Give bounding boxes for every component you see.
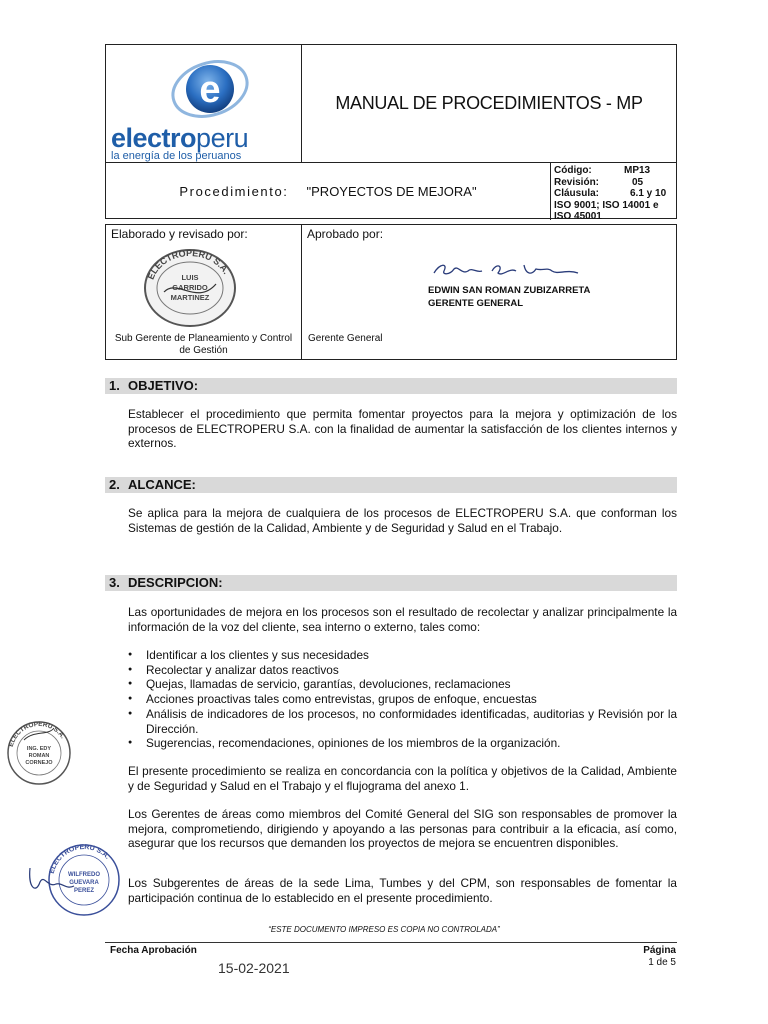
svg-text:e: e — [199, 69, 221, 111]
svg-text:WILFREDO: WILFREDO — [68, 872, 100, 878]
section-heading-descripcion: 3. DESCRIPCION: — [105, 575, 677, 591]
approval-date: 15-02-2021 — [218, 960, 290, 976]
svg-text:GARRIDO: GARRIDO — [172, 283, 208, 292]
revision-row: Revisión: 05 — [554, 176, 644, 188]
section-heading-alcance: 2. ALCANCE: — [105, 477, 677, 493]
handwritten-signature-icon — [432, 259, 582, 281]
approved-role: Gerente General — [308, 333, 383, 344]
svg-text:ROMAN: ROMAN — [28, 753, 50, 759]
svg-text:PEREZ: PEREZ — [73, 888, 95, 894]
list-item: ● Análisis de indicadores de los procesos, no conformidades identificadas, auditorias y Revisión por la Dirección. — [128, 707, 677, 736]
electroperu-logo-icon — [110, 53, 298, 125]
list-item: ● Acciones proactivas tales como entrevistas, grupos de enfoque, encuestas — [128, 692, 677, 707]
document-header — [105, 44, 677, 222]
margin-stamp-1-icon — [4, 718, 74, 788]
signer-title: GERENTE GENERAL — [428, 298, 524, 309]
approved-label: Aprobado por: — [307, 227, 384, 241]
margin-stamp-2-icon — [26, 838, 130, 928]
prepared-label: Elaborado y revisado por: — [111, 227, 248, 241]
prepared-role: Sub Gerente de Planeamiento y Control de Gestión — [114, 333, 293, 356]
iso-line-1: ISO 9001; ISO 14001 e — [554, 199, 659, 211]
document-title: MANUAL DE PROCEDIMIENTOS - MP — [302, 45, 676, 163]
svg-text:MARTINEZ: MARTINEZ — [170, 293, 210, 302]
descripcion-intro: Las oportunidades de mejora en los procesos son el resultado de recolectar y analizar principalmente la información de la voz del cliente, sea interno o externo, tales como: — [128, 605, 677, 634]
gerentes-paragraph: Los Gerentes de áreas como miembros del Comité General del SIG son responsables de promover la mejora, comprometiendo, dirigiendo y apoyando a las personas para contribuir a la eficacia, así como, asegurar que los recursos que demanden los proyectos de mejora se encuentren disponibles. — [128, 807, 677, 851]
prepared-cell — [106, 225, 302, 359]
signer-block — [428, 284, 590, 310]
footer-divider — [105, 942, 677, 943]
subgerentes-paragraph: Los Subgerentes de áreas de la sede Lima, Tumbes y del CPM, son responsables de fomentar la participación continua de lo establecido en el presente procedimiento. — [128, 876, 677, 905]
document-codes — [551, 163, 676, 220]
page-number: 1 de 5 — [648, 957, 676, 968]
signer-name: EDWIN SAN ROMAN ZUBIZARRETA — [428, 285, 591, 296]
iso-line-2: ISO 45001 — [554, 211, 602, 222]
logo-cell — [106, 45, 302, 163]
clause-row: Cláusula: 6.1 y 10 — [554, 188, 667, 199]
alcance-paragraph: Se aplica para la mejora de cualquiera de los procesos de ELECTROPERU S.A. que conforman los Sistemas de gestión de la Calidad, Ambiente y de Seguridad y Salud en el Trabajo. — [128, 506, 677, 535]
round-stamp-icon — [142, 248, 238, 328]
svg-text:GUEVARA: GUEVARA — [69, 880, 99, 886]
svg-text:LUIS: LUIS — [181, 273, 199, 282]
approved-cell — [302, 225, 676, 359]
list-item: ● Sugerencias, recomendaciones, opiniones de los miembros de la organización. — [128, 736, 677, 751]
page-label: Página — [643, 945, 676, 956]
procedure-cell — [106, 163, 551, 220]
svg-text:CORNEJO: CORNEJO — [25, 760, 53, 766]
signature-block — [105, 224, 677, 360]
svg-text:ING. EDY: ING. EDY — [26, 746, 52, 752]
svg-text:ELECTROPERU S.A.: ELECTROPERU S.A. — [48, 843, 111, 875]
improvement-sources-list — [128, 648, 677, 751]
code-row: Código: MP13 — [554, 165, 651, 176]
logo-wordmark: electroperu — [111, 123, 249, 153]
list-item: ● Identificar a los clientes y sus necesidades — [128, 648, 677, 663]
list-item: ● Quejas, llamadas de servicio, garantías, devoluciones, reclamaciones — [128, 677, 677, 692]
approval-date-label: Fecha Aprobación — [110, 945, 197, 956]
procedure-label: Procedimiento: — [179, 184, 289, 199]
logo-tagline: la energía de los peruanos — [111, 150, 242, 162]
uncontrolled-copy-note: “ESTE DOCUMENTO IMPRESO ES COPIA NO CONTROLADA” — [268, 925, 500, 934]
section-heading-objetivo: 1. OBJETIVO: — [105, 378, 677, 394]
svg-text:ELECTROPERU S.A.: ELECTROPERU S.A. — [145, 248, 232, 281]
procedure-name: "PROYECTOS DE MEJORA" — [306, 184, 477, 199]
svg-text:ELECTROPERU S.A.: ELECTROPERU S.A. — [7, 720, 67, 748]
concordancia-paragraph: El presente procedimiento se realiza en concordancia con la política y objetivos de la Calidad, Ambiente y de Seguridad y Salud en el Trabajo y el flujograma del anexo 1. — [128, 764, 677, 793]
list-item: ● Recolectar y analizar datos reactivos — [128, 663, 677, 678]
objetivo-paragraph: Establecer el procedimiento que permita fomentar proyectos para la mejora y optimización de los procesos de ELECTROPERU S.A. con la finalidad de aumentar la satisfacción de los clientes internos y externos. — [128, 407, 677, 451]
